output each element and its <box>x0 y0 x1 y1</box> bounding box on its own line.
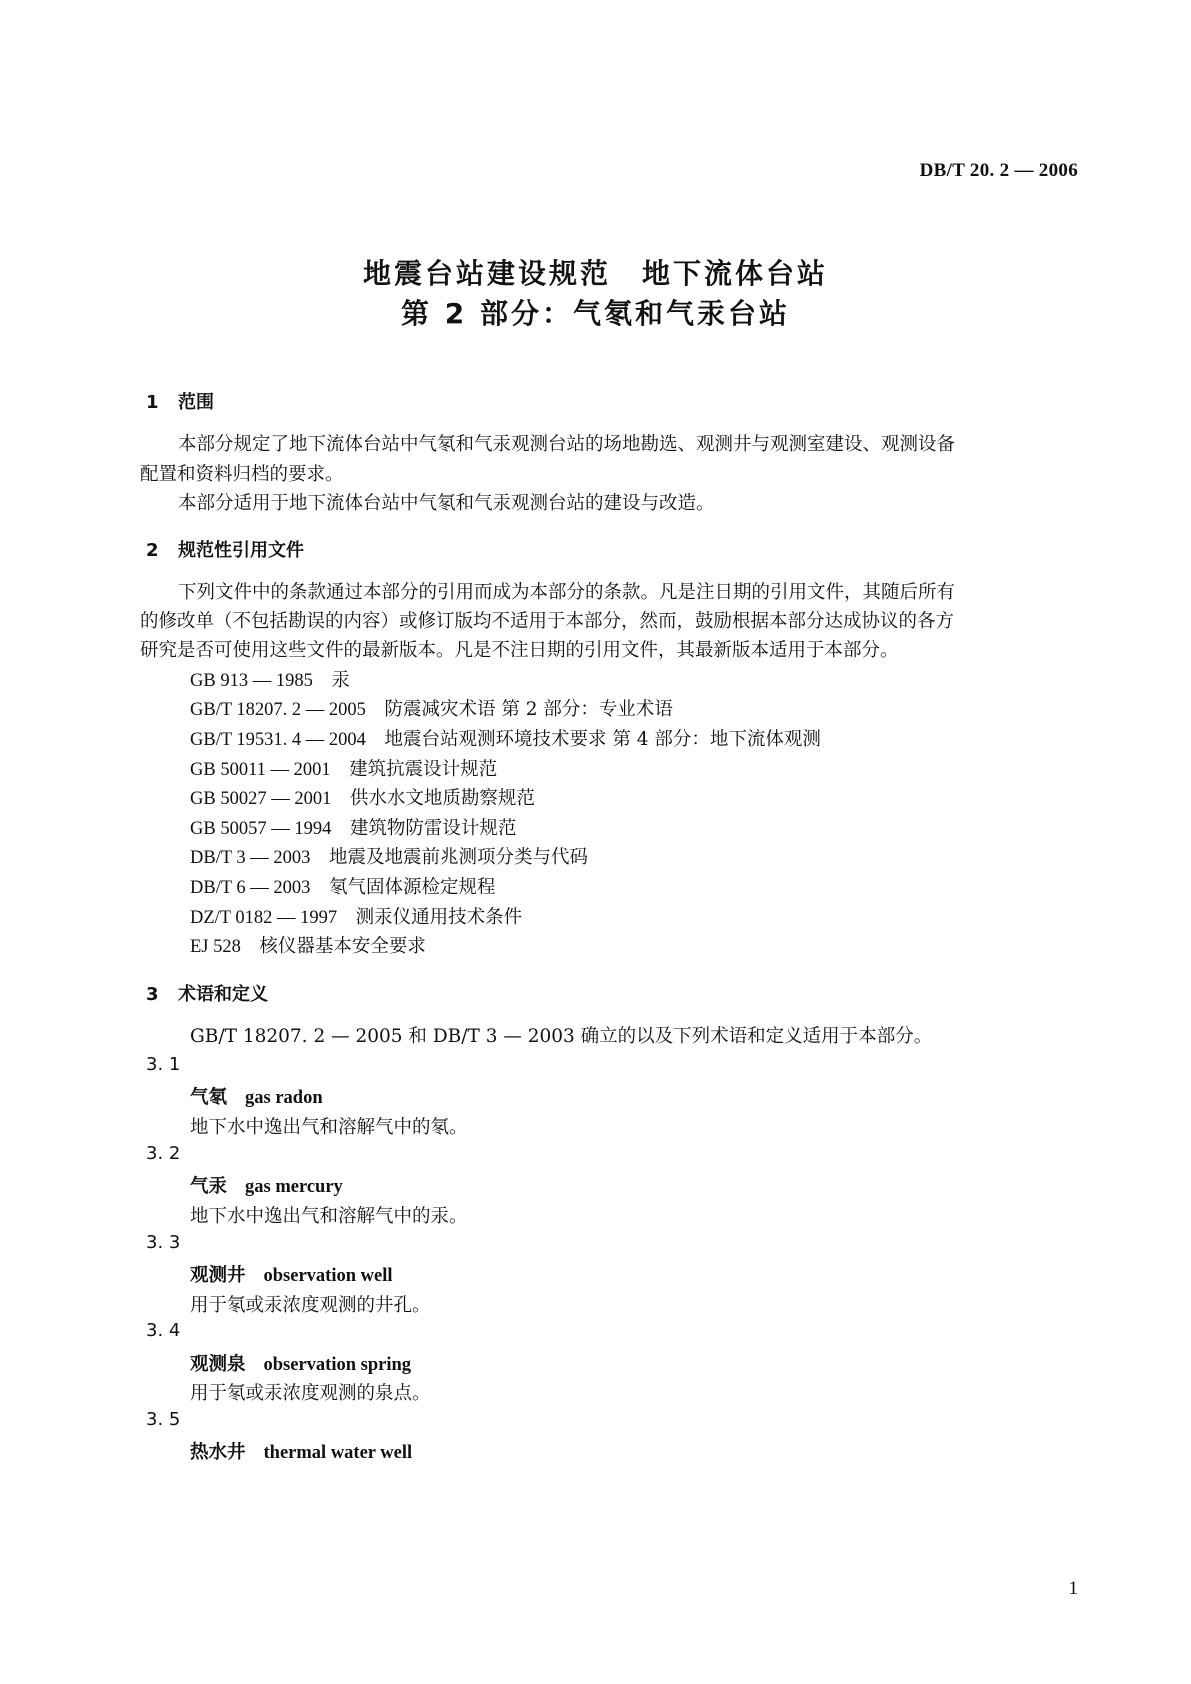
term-zh: 观测泉 <box>190 1354 246 1375</box>
term-en: gas mercury <box>245 1177 343 1197</box>
reference-name: 建筑抗震设计规范 <box>349 759 498 780</box>
section-3-heading <box>146 980 268 1006</box>
reference-name: 核仪器基本安全要求 <box>259 936 426 957</box>
document-title-line-1: 地震台站建设规范 地下流体台站 <box>362 257 828 290</box>
reference-code: GB/T 18207. 2 — 2005 <box>190 700 366 720</box>
section-1-paragraph-1-line-1: 本部分规定了地下流体台站中气氡和气汞观测台站的场地勘选、观测井与观测室建设、观测设备 <box>178 434 956 455</box>
term-en: thermal water well <box>263 1443 413 1463</box>
reference-name: 汞 <box>331 670 350 691</box>
reference-code: DB/T 6 — 2003 <box>190 878 311 898</box>
term-number: 3. 3 <box>146 1232 181 1253</box>
reference-name: 供水水文地质勘察规范 <box>349 788 535 809</box>
section-2-heading <box>146 536 304 562</box>
term-title <box>190 1438 412 1464</box>
reference-item <box>190 695 673 721</box>
reference-name: 防震减灾术语 第 2 部分：专业术语 <box>384 699 673 720</box>
term-number: 3. 5 <box>146 1409 181 1430</box>
reference-item <box>190 843 588 869</box>
section-number: 3 <box>146 984 159 1005</box>
reference-item <box>190 725 821 751</box>
section-number: 2 <box>146 540 159 561</box>
reference-code: GB 913 — 1985 <box>190 671 313 691</box>
term-number: 3. 2 <box>146 1143 181 1164</box>
reference-item <box>190 932 426 958</box>
reference-item <box>190 784 535 810</box>
reference-name: 测汞仪通用技术条件 <box>355 907 523 928</box>
term-title <box>190 1261 393 1287</box>
term-en: observation spring <box>263 1355 412 1375</box>
reference-code: GB 50027 — 2001 <box>190 789 332 809</box>
section-1-paragraph-2: 本部分适用于地下流体台站中气氡和气汞观测台站的建设与改造。 <box>178 493 715 514</box>
reference-item <box>190 903 522 929</box>
section-3-intro: GB/T 18207. 2 — 2005 和 DB/T 3 — 2003 确立的以及下列术语和定义适用于本部分。 <box>190 1026 933 1047</box>
reference-item <box>190 873 495 899</box>
section-title: 术语和定义 <box>178 984 268 1005</box>
term-zh: 气汞 <box>190 1176 228 1197</box>
term-zh: 热水井 <box>190 1442 246 1463</box>
section-2-paragraph-line-3: 研究是否可使用这些文件的最新版本。凡是不注日期的引用文件，其最新版本适用于本部分。 <box>140 640 899 661</box>
standard-code: DB/T 20. 2 — 2006 <box>919 160 1078 181</box>
term-definition: 地下水中逸出气和溶解气中的氡。 <box>190 1117 468 1138</box>
reference-name: 建筑物防雷设计规范 <box>349 818 517 839</box>
section-1-heading <box>146 388 214 414</box>
term-definition: 用于氡或汞浓度观测的井孔。 <box>190 1295 431 1316</box>
reference-code: DZ/T 0182 — 1997 <box>190 908 338 928</box>
document-title-line-2: 第 2 部分：气氡和气汞台站 <box>401 297 790 330</box>
term-title <box>190 1083 323 1109</box>
section-1-paragraph-1-line-2: 配置和资料归档的要求。 <box>140 464 344 485</box>
section-number: 1 <box>146 392 159 413</box>
term-definition: 地下水中逸出气和溶解气中的汞。 <box>190 1206 468 1227</box>
term-number: 3. 4 <box>146 1320 181 1341</box>
term-number: 3. 1 <box>146 1054 181 1075</box>
reference-code: GB 50057 — 1994 <box>190 819 332 839</box>
reference-name: 地震台站观测环境技术要求 第 4 部分：地下流体观测 <box>384 729 821 750</box>
term-zh: 气氡 <box>190 1087 228 1108</box>
reference-item <box>190 814 516 840</box>
term-en: gas radon <box>245 1088 323 1108</box>
page-number: 1 <box>1068 1578 1078 1599</box>
section-title: 范围 <box>178 392 214 413</box>
term-zh: 观测井 <box>190 1265 246 1286</box>
term-title <box>190 1350 411 1376</box>
section-2-paragraph-line-2: 的修改单（不包括勘误的内容）或修订版均不适用于本部分，然而，鼓励根据本部分达成协议的各方 <box>140 611 955 632</box>
reference-code: EJ 528 <box>190 937 241 957</box>
reference-item <box>190 666 350 692</box>
term-definition: 用于氡或汞浓度观测的泉点。 <box>190 1383 431 1404</box>
reference-name: 氡气固体源检定规程 <box>328 877 496 898</box>
reference-code: GB/T 19531. 4 — 2004 <box>190 730 366 750</box>
reference-name: 地震及地震前兆测项分类与代码 <box>328 847 588 868</box>
term-en: observation well <box>263 1266 393 1286</box>
term-title <box>190 1172 343 1198</box>
reference-code: DB/T 3 — 2003 <box>190 848 311 868</box>
section-title: 规范性引用文件 <box>178 540 304 561</box>
reference-item <box>190 755 497 781</box>
reference-code: GB 50011 — 2001 <box>190 760 331 780</box>
section-2-paragraph-line-1: 下列文件中的条款通过本部分的引用而成为本部分的条款。凡是注日期的引用文件，其随后所有 <box>178 582 956 603</box>
